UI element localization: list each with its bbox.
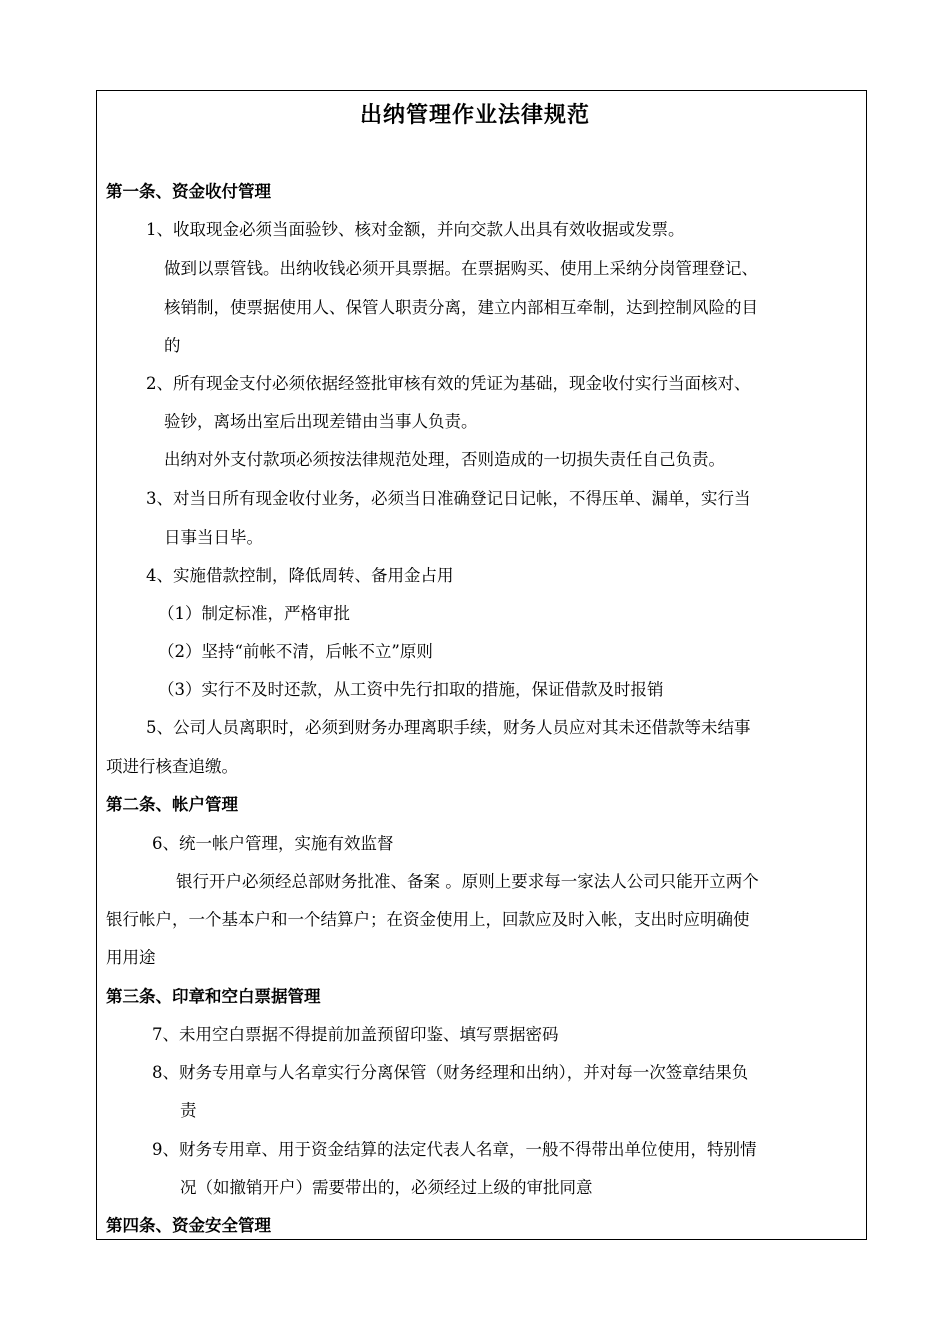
text-line: 7、未用空白票据不得提前加盖预留印鉴、填写票据密码 xyxy=(152,1025,559,1044)
text-line: 银行帐户，一个基本户和一个结算户；在资金使用上，回款应及时入帐，支出时应明确使 xyxy=(106,910,750,929)
text-line: 项进行核查追缴。 xyxy=(106,757,238,776)
section-heading-3: 第三条、印章和空白票据管理 xyxy=(106,987,321,1006)
text-line: 做到以票管钱。出纳收钱必须开具票据。在票据购买、使用上采纳分岗管理登记、 xyxy=(164,259,758,278)
text-line: 8、财务专用章与人名章实行分离保管（财务经理和出纳），并对每一次签章结果负 xyxy=(152,1063,749,1082)
text-line: 3、对当日所有现金收付业务，必须当日准确登记日记帐，不得压单、漏单，实行当 xyxy=(146,489,751,508)
text-line: 5、公司人员离职时，必须到财务办理离职手续，财务人员应对其未还借款等未结事 xyxy=(146,718,751,737)
text-line: （2）坚持“前帐不清，后帐不立”原则 xyxy=(158,642,433,661)
text-line: 日事当日毕。 xyxy=(164,528,263,547)
text-line: 1、收取现金必须当面验钞、核对金额，并向交款人出具有效收据或发票。 xyxy=(146,220,685,239)
text-line: （3）实行不及时还款，从工资中先行扣取的措施，保证借款及时报销 xyxy=(158,680,664,699)
text-line: 用用途 xyxy=(106,948,156,967)
text-line: 6、统一帐户管理，实施有效监督 xyxy=(152,834,394,853)
text-line: 9、财务专用章、用于资金结算的法定代表人名章，一般不得带出单位使用，特别情 xyxy=(152,1140,757,1159)
text-line: 核销制，使票据使用人、保管人职责分离，建立内部相互牵制，达到控制风险的目 xyxy=(164,298,758,317)
section-heading-1: 第一条、资金收付管理 xyxy=(106,182,271,201)
text-line: 验钞，离场出室后出现差错由当事人负责。 xyxy=(164,412,478,431)
text-line: 出纳对外支付款项必须按法律规范处理，否则造成的一切损失责任自己负责。 xyxy=(164,450,725,469)
text-line: 2、所有现金支付必须依据经签批审核有效的凭证为基础，现金收付实行当面核对、 xyxy=(146,374,751,393)
text-line: 的 xyxy=(164,336,181,355)
text-line: （1）制定标准，严格审批 xyxy=(158,604,350,623)
text-line: 责 xyxy=(180,1101,197,1120)
text-line: 4、实施借款控制，降低周转、备用金占用 xyxy=(146,566,454,585)
section-heading-4: 第四条、资金安全管理 xyxy=(106,1216,271,1235)
document-title: 出纳管理作业法律规范 xyxy=(359,103,590,128)
text-line: 况（如撤销开户）需要带出的，必须经过上级的审批同意 xyxy=(180,1178,593,1197)
section-heading-2: 第二条、帐户管理 xyxy=(106,795,238,814)
text-line: 银行开户必须经总部财务批准、备案 。原则上要求每一家法人公司只能开立两个 xyxy=(176,872,759,891)
